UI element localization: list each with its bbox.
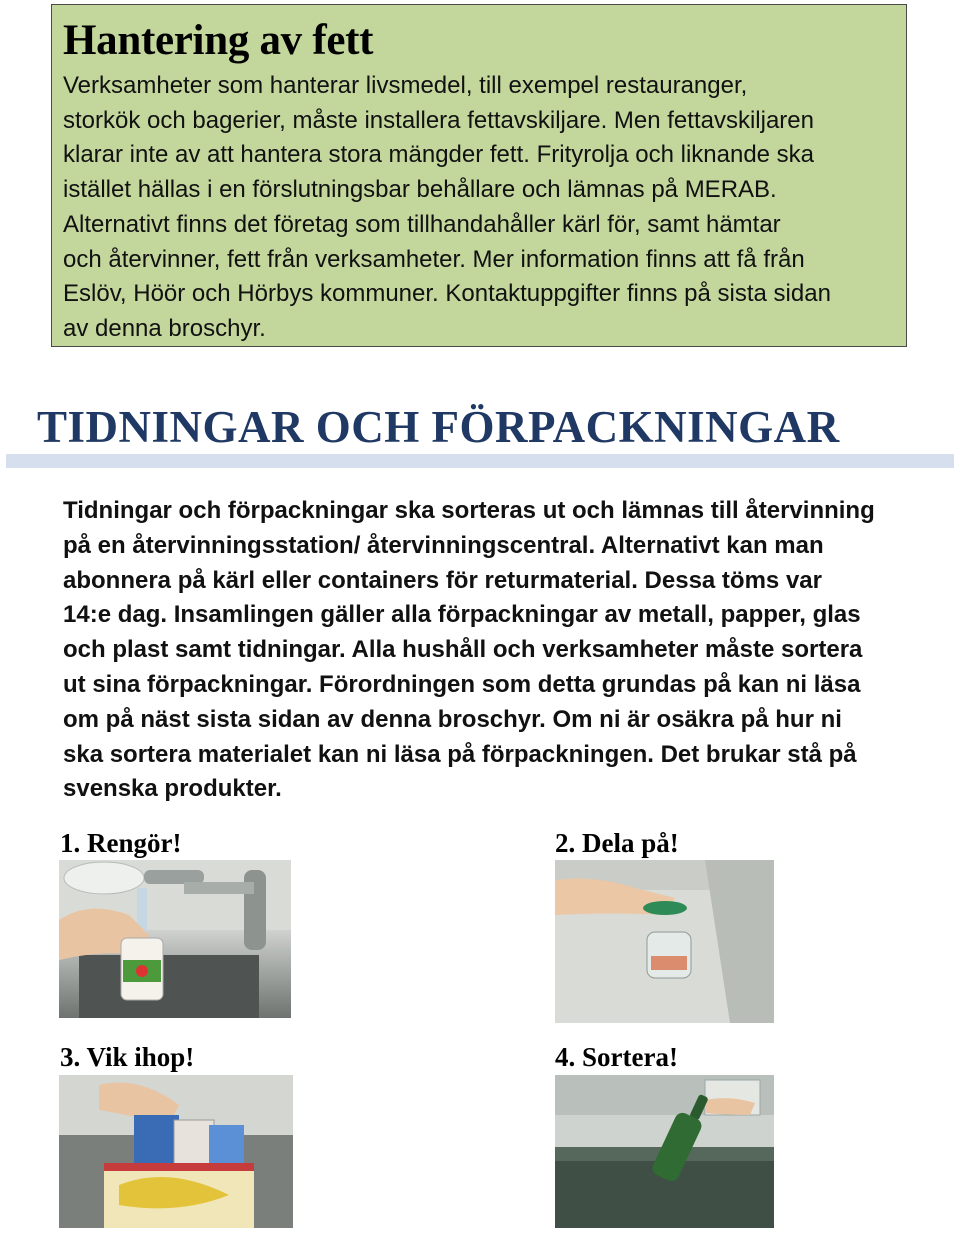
body-text-line: abonnera på kärl eller containers för returmaterial. Dessa töms var (63, 566, 822, 594)
body-text-line: ska sortera materialet kan ni läsa på förpackningen. Det brukar stå på (63, 740, 857, 768)
fat-text-line: istället hällas i en förslutningsbar behållare och lämnas på MERAB. (63, 176, 777, 204)
section-body (63, 494, 875, 807)
step-4-label: 4. Sortera! (555, 1042, 678, 1072)
body-text-line: och plast samt tidningar. Alla hushåll och verksamheter måste sortera (63, 636, 863, 664)
fat-text-line: av denna broschyr. (63, 314, 266, 342)
fat-text-line: och återvinner, fett från verksamheter. Mer information finns att få från (63, 245, 805, 273)
fat-handling-box (51, 4, 907, 347)
rinse-yogurt-cup-photo (59, 860, 291, 1018)
section-title: TIDNINGAR OCH FÖRPACKNINGAR (37, 402, 840, 452)
body-text-line: 14:e dag. Insamlingen gäller alla förpackningar av metall, papper, glas (63, 601, 861, 629)
fat-text-line: Verksamheter som hanterar livsmedel, till exempel restauranger, (63, 72, 748, 99)
section-divider (6, 454, 954, 468)
body-text-line: på en återvinningsstation/ återvinningscentral. Alternativt kan man (63, 531, 824, 559)
fold-carton-photo (59, 1075, 293, 1228)
step-2-label: 2. Dela på! (555, 828, 679, 858)
sort-glass-bottle-photo (555, 1075, 774, 1228)
fat-text-line: Alternativt finns det företag som tillhandahåller kärl för, samt hämtar (63, 210, 781, 238)
body-text-line: om på näst sista sidan av denna broschyr. Om ni är osäkra på hur ni (63, 705, 842, 733)
body-text-line: Tidningar och förpackningar ska sorteras ut och lämnas till återvinning (63, 497, 875, 524)
step-1-label: 1. Rengör! (60, 828, 182, 858)
fat-text-line: storkök och bagerier, måste installera fettavskiljare. Men fettavskiljaren (63, 106, 814, 134)
step-3-label: 3. Vik ihop! (60, 1042, 195, 1072)
fat-title: Hantering av fett (63, 17, 374, 64)
body-text-line: svenska produkter. (63, 775, 282, 803)
fat-text-line: Eslöv, Höör och Hörbys kommuner. Kontaktuppgifter finns på sista sidan (63, 280, 831, 308)
separate-jar-lid-photo (555, 860, 774, 1023)
body-text-line: ut sina förpackningar. Förordningen som detta grundas på kan ni läsa (63, 670, 861, 698)
fat-text-line: klarar inte av att hantera stora mängder fett. Frityrolja och liknande ska (63, 141, 815, 169)
